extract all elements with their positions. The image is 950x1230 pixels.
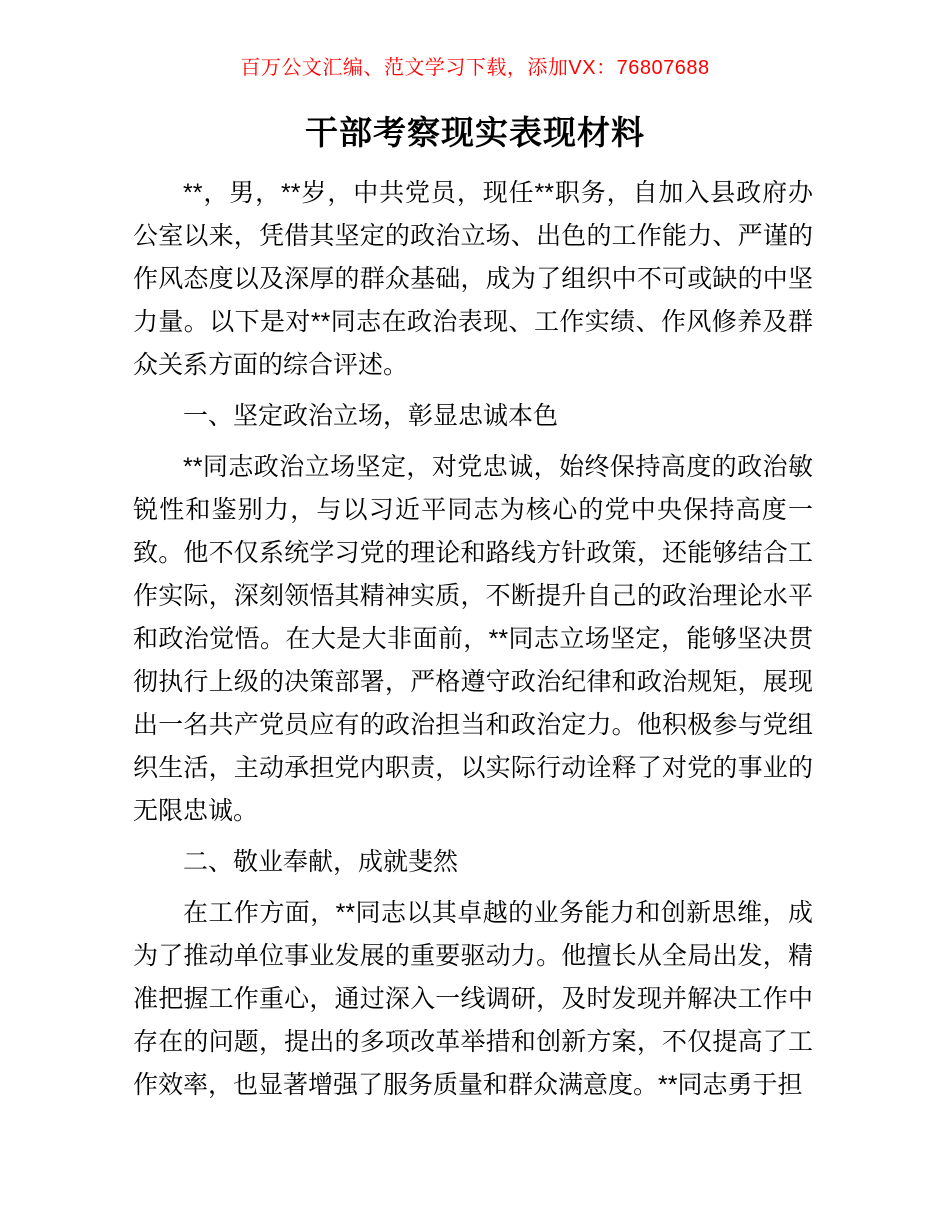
section-2-paragraph: 在工作方面，**同志以其卓越的业务能力和创新思维，成为了推动单位事业发展的重要驱动力。他擅长从全局出发，精准把握工作重心，通过深入一线调研，及时发现并解决工作中存在的问题，提出的多项改革举措和创新方案，不仅提高了工作效率，也显著增强了服务质量和群众满意度。**同志勇于担 xyxy=(133,899,813,1099)
intro-paragraph: **，男，**岁，中共党员，现任**职务，自加入县政府办公室以来，凭借其坚定的政治立场、出色的工作能力、严谨的作风态度以及深厚的群众基础，成为了组织中不可或缺的中坚力量。以下是对**同志在政治表现、工作实绩、作风修养及群众关系方面的综合评述。 xyxy=(133,179,813,379)
section-2-heading: 二、敬业奉献，成就斐然 xyxy=(183,848,459,876)
document-title: 干部考察现实表现材料 xyxy=(305,114,645,151)
section-1-paragraph: **同志政治立场坚定，对党忠诚，始终保持高度的政治敏锐性和鉴别力，与以习近平同志为核心的党中央保持高度一致。他不仅系统学习党的理论和路线方针政策，还能够结合工作实际，深刻领悟其精神实质，不断提升自己的政治理论水平和政治觉悟。在大是大非面前，**同志立场坚定，能够坚决贯彻执行上级的决策部署，严格遵守政治纪律和政治规矩，展现出一名共产党员应有的政治担当和政治定力。他积极参与党组织生活，主动承担党内职责，以实际行动诠释了对党的事业的无限忠诚。 xyxy=(133,453,813,825)
watermark-header: 百万公文汇编、范文学习下载，添加VX：76807688 xyxy=(240,57,710,79)
section-1-heading: 一、坚定政治立场，彰显忠诚本色 xyxy=(183,402,559,430)
document-body xyxy=(133,172,813,1107)
